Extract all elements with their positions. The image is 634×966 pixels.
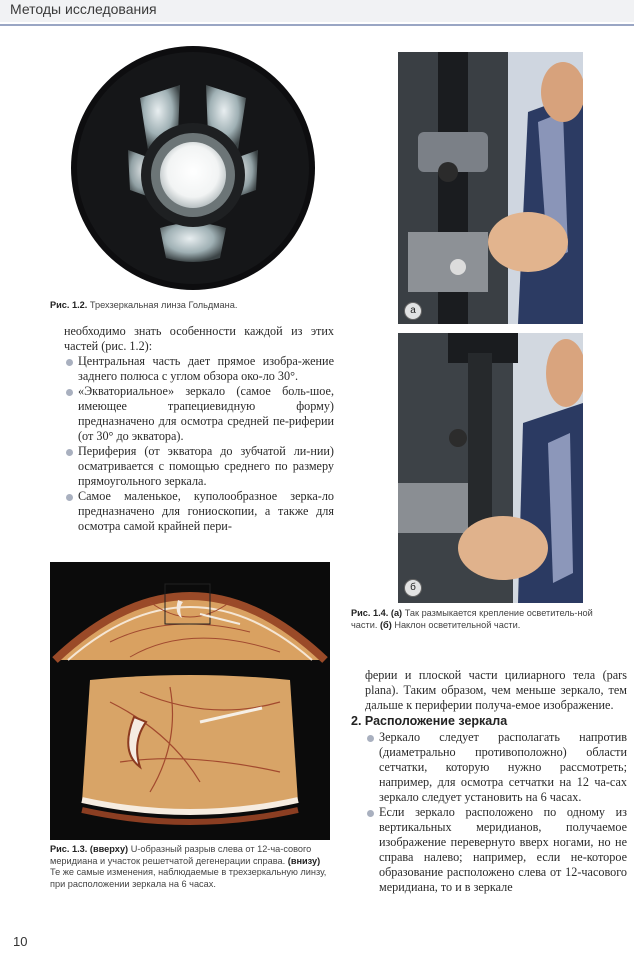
figure-slitlamp-photo-a xyxy=(398,52,583,324)
figure-1-3-text-top: U-образный разрыв слева от 12-ча-сового меридиана и участок решетчатой дегенерации справа. xyxy=(50,844,312,866)
figure-fundus-drawing xyxy=(50,562,330,840)
figure-1-4-caption xyxy=(351,608,621,631)
figure-1-4-tag-b: (б) xyxy=(379,619,392,630)
figure-1-2-text: Трехзеркальная линза Гольдмана. xyxy=(89,300,238,310)
left-column-text xyxy=(64,324,334,534)
header-divider xyxy=(0,24,634,26)
section-heading: 2. Расположение зеркала xyxy=(351,714,508,728)
figure-1-4-text-a: Так размыкается крепление осветитель-ной части. xyxy=(351,608,593,630)
figure-slitlamp-photo-b xyxy=(398,333,583,603)
running-header xyxy=(0,0,634,22)
figure-1-2-number: Рис. 1.2. xyxy=(50,300,88,310)
page-number: 10 xyxy=(13,934,28,949)
mirror-parts-list xyxy=(64,354,334,534)
figure-1-4-tag-a: (а) xyxy=(390,608,403,618)
figure-1-3-tag-bottom: (внизу) xyxy=(287,855,321,866)
slitlamp-image-b xyxy=(398,333,583,603)
figure-1-3-text-bottom: Те же самые изменения, наблюдаемые в трехзеркальную линзу, при расположении зеркала на 6 часах. xyxy=(50,867,327,889)
mirror-position-list xyxy=(365,730,627,895)
list-item: Центральная часть дает прямое изобра-жение заднего полюса с углом обзора око-ло 30°. xyxy=(64,354,334,384)
slitlamp-image-a xyxy=(398,52,583,324)
intro-paragraph: необходимо знать особенности каждой из этих частей (рис. 1.2): xyxy=(64,324,334,353)
figure-1-3-tag-top: (вверху) xyxy=(89,844,129,854)
right-column-text xyxy=(351,668,627,895)
figure-1-3-number: Рис. 1.3. xyxy=(50,844,88,854)
list-item: Если зеркало расположено по одному из вертикальных меридианов, получаемое изображение перевернуто вверх ногами, но не справа налево; например, если не-которое образование расположено слева от 12-часового меридиана, то и в зеркале xyxy=(365,805,627,895)
photo-label-a: а xyxy=(404,302,422,320)
figure-goldmann-lens xyxy=(50,40,335,295)
goldmann-lens-image xyxy=(50,40,335,295)
list-item: Периферия (от экватора до зубчатой ли-нии) осматривается с помощью среднего по размеру прямоугольного зеркала. xyxy=(64,444,334,489)
list-item: Самое маленькое, куполообразное зерка-ло предназначено для гониоскопии, а также для осмотра самой крайней пери- xyxy=(64,489,334,534)
figure-1-3-caption xyxy=(50,844,332,890)
figure-1-4-number: Рис. 1.4. xyxy=(351,608,389,618)
list-item: Зеркало следует располагать напротив (диаметрально противоположно) области сетчатки, которую нужно рассмотреть; например, для осмотра сетчатки на 12 ча-сах зеркало следует установить на 6 часах. xyxy=(365,730,627,805)
figure-1-4-text-b: Наклон осветительной части. xyxy=(394,619,521,630)
figure-1-2-caption xyxy=(50,300,340,312)
fundus-drawing-image xyxy=(50,562,330,840)
list-item: «Экваториальное» зеркало (самое боль-шое, имеющее трапециевидную форму) предназначено для осмотра средней пе-риферии (от 30° до экватора). xyxy=(64,384,334,444)
photo-label-b: б xyxy=(404,579,422,597)
header-title: Методы исследования xyxy=(10,1,157,17)
continued-paragraph: ферии и плоской части цилиарного тела (pars plana). Таким образом, чем меньше зеркало, тем дальше к периферии получа-емое изображение. xyxy=(365,668,627,712)
